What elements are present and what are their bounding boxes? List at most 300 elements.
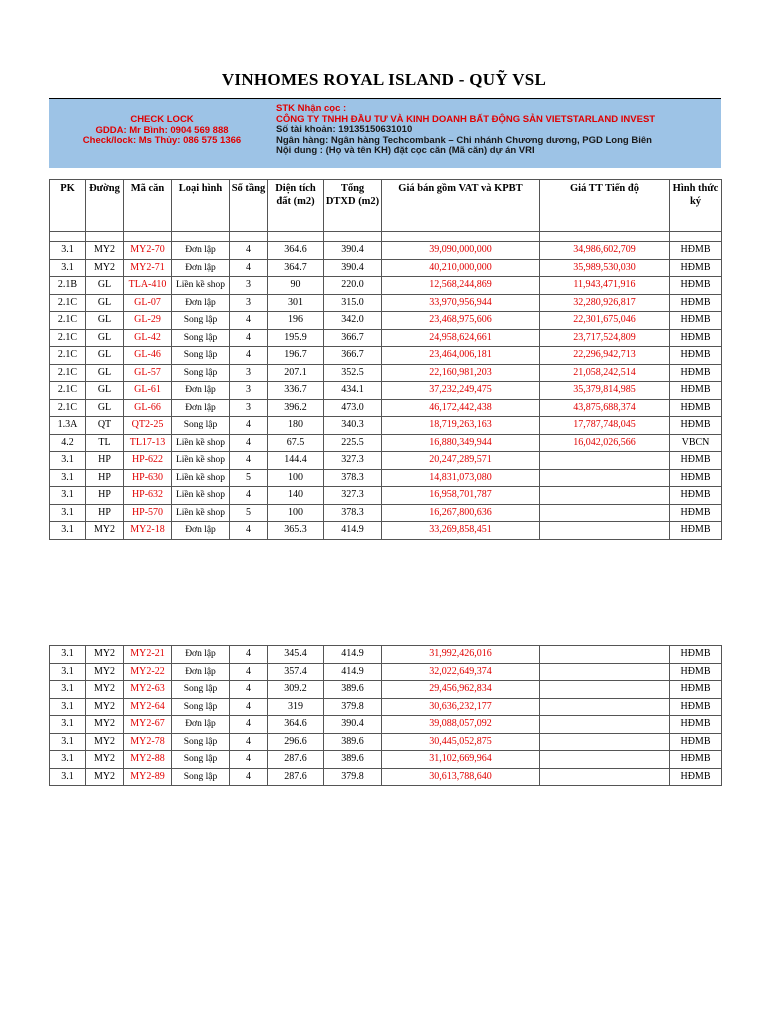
table-row <box>50 663 722 681</box>
cell-ma: MY2-67 <box>124 716 172 734</box>
cell-gia: 12,568,244,869 <box>382 277 540 295</box>
cell-ma: TL17-13 <box>124 434 172 452</box>
cell-dtxd: 366.7 <box>324 329 382 347</box>
cell-tt <box>540 751 670 769</box>
cell-tang: 4 <box>230 347 268 365</box>
cell-pk: 2.1C <box>50 312 86 330</box>
cell-duong: GL <box>86 329 124 347</box>
cell-loai: Đơn lập <box>172 663 230 681</box>
cell-tt: 21,058,242,514 <box>540 364 670 382</box>
cell-dtxd: 315.0 <box>324 294 382 312</box>
table-row <box>50 751 722 769</box>
table-header-row <box>50 180 722 232</box>
table-row <box>50 294 722 312</box>
cell-pk: 3.1 <box>50 452 86 470</box>
cell-dtxd: 390.4 <box>324 716 382 734</box>
cell-duong: MY2 <box>86 663 124 681</box>
cell-ma: HP-630 <box>124 469 172 487</box>
cell-gia: 39,090,000,000 <box>382 242 540 260</box>
cell-pk: 4.2 <box>50 434 86 452</box>
cell-ky: HĐMB <box>670 522 722 540</box>
cell-ky: HĐMB <box>670 452 722 470</box>
cell-pk: 3.1 <box>50 242 86 260</box>
cell-dtxd: 366.7 <box>324 347 382 365</box>
table-row <box>50 417 722 435</box>
cell-gia: 31,992,426,016 <box>382 646 540 664</box>
cell-ky: HĐMB <box>670 347 722 365</box>
cell-dtxd: 378.3 <box>324 504 382 522</box>
stk-label: STK Nhận cọc : <box>276 103 347 114</box>
cell-tang: 3 <box>230 399 268 417</box>
cell-ma: MY2-63 <box>124 681 172 699</box>
cell-pk: 3.1 <box>50 487 86 505</box>
cell-tang: 4 <box>230 312 268 330</box>
cell-pk: 3.1 <box>50 681 86 699</box>
cell-tang: 4 <box>230 768 268 786</box>
cell-dt: 144.4 <box>268 452 324 470</box>
cell-dt: 140 <box>268 487 324 505</box>
cell-dtxd: 389.6 <box>324 733 382 751</box>
cell-ma: MY2-70 <box>124 242 172 260</box>
cell-loai: Đơn lập <box>172 646 230 664</box>
cell-loai: Đơn lập <box>172 242 230 260</box>
cell-gia: 30,636,232,177 <box>382 698 540 716</box>
cell-duong: GL <box>86 382 124 400</box>
cell-pk: 3.1 <box>50 469 86 487</box>
cell-ky: HĐMB <box>670 504 722 522</box>
cell-ky: HĐMB <box>670 382 722 400</box>
table-row <box>50 469 722 487</box>
table-row <box>50 716 722 734</box>
check-lock-label: CHECK LOCK <box>130 114 194 125</box>
cell-tt <box>540 469 670 487</box>
cell-duong: GL <box>86 294 124 312</box>
cell-loai: Liền kề shop <box>172 277 230 295</box>
cell-tang: 4 <box>230 434 268 452</box>
table-row <box>50 382 722 400</box>
cell-pk: 3.1 <box>50 716 86 734</box>
table-row <box>50 312 722 330</box>
cell-loai: Liền kề shop <box>172 434 230 452</box>
cell-dtxd: 390.4 <box>324 242 382 260</box>
cell-pk: 3.1 <box>50 751 86 769</box>
cell-dt: 196.7 <box>268 347 324 365</box>
cell-tt <box>540 663 670 681</box>
cell-dt: 287.6 <box>268 768 324 786</box>
cell-dt: 301 <box>268 294 324 312</box>
cell-pk: 2.1C <box>50 399 86 417</box>
cell-dt: 319 <box>268 698 324 716</box>
cell-ma: MY2-64 <box>124 698 172 716</box>
cell-pk: 2.1C <box>50 294 86 312</box>
cell-dt: 287.6 <box>268 751 324 769</box>
cell-dtxd: 379.8 <box>324 768 382 786</box>
cell-loai: Liền kề shop <box>172 469 230 487</box>
cell-tang: 4 <box>230 487 268 505</box>
cell-duong: GL <box>86 312 124 330</box>
price-table <box>49 179 722 540</box>
cell-duong: QT <box>86 417 124 435</box>
page-title: VINHOMES ROYAL ISLAND - QUỸ VSL <box>221 70 547 89</box>
cell-ky: HĐMB <box>670 242 722 260</box>
cell-dt: 207.1 <box>268 364 324 382</box>
cell-ky: HĐMB <box>670 733 722 751</box>
cell-ky: HĐMB <box>670 646 722 664</box>
table-row <box>50 434 722 452</box>
cell-ma: GL-46 <box>124 347 172 365</box>
col-header-ma-can: Mã căn <box>124 180 172 232</box>
cell-ky: HĐMB <box>670 294 722 312</box>
cell-duong: MY2 <box>86 733 124 751</box>
cell-ky: HĐMB <box>670 768 722 786</box>
cell-gia: 24,958,624,661 <box>382 329 540 347</box>
cell-tt <box>540 768 670 786</box>
cell-gia: 23,464,006,181 <box>382 347 540 365</box>
cell-ky: HĐMB <box>670 312 722 330</box>
cell-ma: MY2-88 <box>124 751 172 769</box>
cell-pk: 3.1 <box>50 698 86 716</box>
cell-pk: 3.1 <box>50 663 86 681</box>
table-row <box>50 681 722 699</box>
cell-dt: 309.2 <box>268 681 324 699</box>
col-header-loai-hinh: Loại hình <box>172 180 230 232</box>
cell-tt: 11,943,471,916 <box>540 277 670 295</box>
cell-tang: 4 <box>230 646 268 664</box>
cell-duong: TL <box>86 434 124 452</box>
cell-gia: 23,468,975,606 <box>382 312 540 330</box>
cell-gia: 16,880,349,944 <box>382 434 540 452</box>
cell-ma: MY2-21 <box>124 646 172 664</box>
cell-dtxd: 352.5 <box>324 364 382 382</box>
cell-loai: Song lập <box>172 329 230 347</box>
cell-loai: Song lập <box>172 698 230 716</box>
cell-dtxd: 389.6 <box>324 681 382 699</box>
transfer-content: Nội dung : (Họ và tên KH) đặt cọc căn (Mã căn) dự án VRI <box>276 145 535 157</box>
check-lock-contact: Check/lock: Ms Thủy: 086 575 1366 <box>82 135 242 147</box>
cell-loai: Đơn lập <box>172 259 230 277</box>
cell-dtxd: 414.9 <box>324 663 382 681</box>
table-row <box>50 698 722 716</box>
cell-dt: 67.5 <box>268 434 324 452</box>
col-header-so-tang: Số tầng <box>230 180 268 232</box>
cell-gia: 30,445,052,875 <box>382 733 540 751</box>
cell-tang: 4 <box>230 329 268 347</box>
cell-ky: HĐMB <box>670 469 722 487</box>
cell-loai: Liền kề shop <box>172 487 230 505</box>
cell-dtxd: 340.3 <box>324 417 382 435</box>
cell-dt: 365.3 <box>268 522 324 540</box>
table-row <box>50 242 722 260</box>
cell-ma: MY2-71 <box>124 259 172 277</box>
cell-tang: 3 <box>230 277 268 295</box>
cell-loai: Đơn lập <box>172 382 230 400</box>
cell-pk: 2.1C <box>50 347 86 365</box>
cell-loai: Liền kề shop <box>172 504 230 522</box>
cell-dt: 364.6 <box>268 242 324 260</box>
cell-tang: 4 <box>230 522 268 540</box>
cell-ma: GL-66 <box>124 399 172 417</box>
cell-ky: HĐMB <box>670 277 722 295</box>
company-name: CÔNG TY TNHH ĐẦU TƯ VÀ KINH DOANH BẤT ĐỘNG SẢN VIETSTARLAND INVEST <box>276 113 656 125</box>
cell-pk: 3.1 <box>50 522 86 540</box>
gdda-contact: GDDA: Mr Bình: 0904 569 888 <box>95 124 229 136</box>
col-header-pk: PK <box>50 180 86 232</box>
cell-dtxd: 379.8 <box>324 698 382 716</box>
cell-gia: 16,267,800,636 <box>382 504 540 522</box>
table-row <box>50 329 722 347</box>
cell-ma: HP-622 <box>124 452 172 470</box>
col-header-gia-tt: Giá TT Tiến độ <box>540 180 670 232</box>
table-row <box>50 733 722 751</box>
cell-tang: 4 <box>230 733 268 751</box>
col-header-dien-tich: Diện tích đất (m2) <box>268 180 324 232</box>
cell-dt: 296.6 <box>268 733 324 751</box>
cell-loai: Song lập <box>172 347 230 365</box>
cell-loai: Song lập <box>172 733 230 751</box>
cell-loai: Đơn lập <box>172 294 230 312</box>
cell-gia: 30,613,788,640 <box>382 768 540 786</box>
cell-ma: MY2-18 <box>124 522 172 540</box>
cell-gia: 22,160,981,203 <box>382 364 540 382</box>
cell-ma: TLA-410 <box>124 277 172 295</box>
cell-dt: 396.2 <box>268 399 324 417</box>
cell-gia: 39,088,057,092 <box>382 716 540 734</box>
cell-pk: 2.1C <box>50 329 86 347</box>
cell-gia: 14,831,073,080 <box>382 469 540 487</box>
cell-dtxd: 389.6 <box>324 751 382 769</box>
cell-tt <box>540 522 670 540</box>
table-row <box>50 646 722 664</box>
cell-ky: HĐMB <box>670 751 722 769</box>
cell-tt: 23,717,524,809 <box>540 329 670 347</box>
cell-tt <box>540 504 670 522</box>
cell-ky: VBCN <box>670 434 722 452</box>
cell-duong: MY2 <box>86 751 124 769</box>
cell-gia: 29,456,962,834 <box>382 681 540 699</box>
cell-duong: MY2 <box>86 242 124 260</box>
cell-duong: MY2 <box>86 522 124 540</box>
cell-pk: 3.1 <box>50 768 86 786</box>
cell-duong: GL <box>86 277 124 295</box>
table-row <box>50 487 722 505</box>
cell-duong: MY2 <box>86 768 124 786</box>
cell-tt <box>540 487 670 505</box>
cell-tt: 16,042,026,566 <box>540 434 670 452</box>
spacer-row <box>50 232 722 242</box>
cell-dtxd: 390.4 <box>324 259 382 277</box>
cell-gia: 20,247,289,571 <box>382 452 540 470</box>
cell-tang: 4 <box>230 751 268 769</box>
cell-pk: 3.1 <box>50 733 86 751</box>
cell-duong: MY2 <box>86 698 124 716</box>
cell-dt: 180 <box>268 417 324 435</box>
cell-pk: 3.1 <box>50 504 86 522</box>
table-row <box>50 452 722 470</box>
cell-gia: 18,719,263,163 <box>382 417 540 435</box>
cell-gia: 16,958,701,787 <box>382 487 540 505</box>
cell-gia: 40,210,000,000 <box>382 259 540 277</box>
cell-loai: Song lập <box>172 364 230 382</box>
cell-ma: GL-57 <box>124 364 172 382</box>
cell-tt: 22,301,675,046 <box>540 312 670 330</box>
deposit-info-panel <box>49 99 721 168</box>
col-header-hinh-thuc: Hình thức ký <box>670 180 722 232</box>
cell-tt <box>540 698 670 716</box>
cell-pk: 3.1 <box>50 646 86 664</box>
cell-loai: Song lập <box>172 751 230 769</box>
cell-dt: 100 <box>268 504 324 522</box>
cell-duong: HP <box>86 469 124 487</box>
table-row <box>50 768 722 786</box>
cell-tang: 4 <box>230 452 268 470</box>
cell-dt: 90 <box>268 277 324 295</box>
cell-dt: 100 <box>268 469 324 487</box>
cell-dt: 336.7 <box>268 382 324 400</box>
cell-duong: MY2 <box>86 646 124 664</box>
table-row <box>50 399 722 417</box>
cell-dtxd: 327.3 <box>324 487 382 505</box>
cell-gia: 46,172,442,438 <box>382 399 540 417</box>
cell-tang: 4 <box>230 681 268 699</box>
col-header-duong: Đường <box>86 180 124 232</box>
cell-duong: HP <box>86 504 124 522</box>
cell-tt <box>540 733 670 751</box>
cell-duong: HP <box>86 452 124 470</box>
cell-ky: HĐMB <box>670 329 722 347</box>
cell-ma: HP-570 <box>124 504 172 522</box>
cell-duong: HP <box>86 487 124 505</box>
table-row <box>50 364 722 382</box>
cell-pk: 1.3A <box>50 417 86 435</box>
cell-gia: 37,232,249,475 <box>382 382 540 400</box>
table-row <box>50 259 722 277</box>
col-header-gia-ban: Giá bán gồm VAT và KPBT <box>382 180 540 232</box>
table-row <box>50 347 722 365</box>
cell-tang: 5 <box>230 469 268 487</box>
table-row <box>50 522 722 540</box>
cell-tt: 34,986,602,709 <box>540 242 670 260</box>
cell-loai: Song lập <box>172 417 230 435</box>
cell-tang: 4 <box>230 417 268 435</box>
cell-loai: Liền kề shop <box>172 452 230 470</box>
cell-ma: GL-42 <box>124 329 172 347</box>
cell-tang: 5 <box>230 504 268 522</box>
cell-loai: Song lập <box>172 681 230 699</box>
cell-tang: 4 <box>230 698 268 716</box>
cell-ma: MY2-89 <box>124 768 172 786</box>
cell-ma: QT2-25 <box>124 417 172 435</box>
cell-ky: HĐMB <box>670 663 722 681</box>
cell-ma: GL-29 <box>124 312 172 330</box>
cell-dt: 196 <box>268 312 324 330</box>
col-header-tong-dtxd: Tổng DTXD (m2) <box>324 180 382 232</box>
cell-loai: Đơn lập <box>172 399 230 417</box>
account-number: Số tài khoản: 19135150631010 <box>276 124 413 136</box>
cell-duong: GL <box>86 347 124 365</box>
cell-tt: 43,875,688,374 <box>540 399 670 417</box>
cell-duong: MY2 <box>86 716 124 734</box>
cell-dt: 357.4 <box>268 663 324 681</box>
cell-tang: 4 <box>230 242 268 260</box>
cell-dtxd: 225.5 <box>324 434 382 452</box>
cell-loai: Song lập <box>172 768 230 786</box>
cell-tt: 17,787,748,045 <box>540 417 670 435</box>
cell-gia: 32,022,649,374 <box>382 663 540 681</box>
cell-tt: 35,379,814,985 <box>540 382 670 400</box>
table-row <box>50 277 722 295</box>
cell-loai: Đơn lập <box>172 716 230 734</box>
cell-ky: HĐMB <box>670 364 722 382</box>
cell-tt: 22,296,942,713 <box>540 347 670 365</box>
cell-tt: 32,280,926,817 <box>540 294 670 312</box>
cell-tt <box>540 716 670 734</box>
cell-tt: 35,989,530,030 <box>540 259 670 277</box>
cell-gia: 31,102,669,964 <box>382 751 540 769</box>
cell-pk: 2.1B <box>50 277 86 295</box>
cell-ky: HĐMB <box>670 417 722 435</box>
cell-dtxd: 414.9 <box>324 522 382 540</box>
cell-dt: 364.6 <box>268 716 324 734</box>
cell-dtxd: 378.3 <box>324 469 382 487</box>
cell-duong: MY2 <box>86 259 124 277</box>
cell-dtxd: 414.9 <box>324 646 382 664</box>
cell-ky: HĐMB <box>670 399 722 417</box>
cell-ky: HĐMB <box>670 698 722 716</box>
cell-ma: HP-632 <box>124 487 172 505</box>
cell-tang: 3 <box>230 294 268 312</box>
cell-tt <box>540 452 670 470</box>
cell-tang: 4 <box>230 716 268 734</box>
cell-tt <box>540 646 670 664</box>
cell-dtxd: 473.0 <box>324 399 382 417</box>
bank-name: Ngân hàng: Ngân hàng Techcombank – Chi nhánh Chương dương, PGD Long Biên <box>276 134 652 146</box>
cell-tang: 4 <box>230 259 268 277</box>
cell-ma: GL-61 <box>124 382 172 400</box>
cell-dtxd: 220.0 <box>324 277 382 295</box>
price-table-continued <box>49 645 722 786</box>
cell-dt: 345.4 <box>268 646 324 664</box>
cell-dt: 364.7 <box>268 259 324 277</box>
cell-loai: Đơn lập <box>172 522 230 540</box>
cell-duong: MY2 <box>86 681 124 699</box>
cell-ma: MY2-22 <box>124 663 172 681</box>
cell-dtxd: 434.1 <box>324 382 382 400</box>
cell-tt <box>540 681 670 699</box>
cell-pk: 2.1C <box>50 364 86 382</box>
cell-ky: HĐMB <box>670 259 722 277</box>
check-lock-block <box>49 115 275 147</box>
cell-ky: HĐMB <box>670 681 722 699</box>
cell-tang: 4 <box>230 663 268 681</box>
cell-ma: MY2-78 <box>124 733 172 751</box>
cell-dtxd: 327.3 <box>324 452 382 470</box>
cell-tang: 3 <box>230 382 268 400</box>
bank-info-block <box>276 104 716 157</box>
cell-ky: HĐMB <box>670 716 722 734</box>
cell-tang: 3 <box>230 364 268 382</box>
cell-pk: 3.1 <box>50 259 86 277</box>
table-row <box>50 504 722 522</box>
cell-dt: 195.9 <box>268 329 324 347</box>
cell-gia: 33,269,858,451 <box>382 522 540 540</box>
cell-pk: 2.1C <box>50 382 86 400</box>
cell-dtxd: 342.0 <box>324 312 382 330</box>
cell-loai: Song lập <box>172 312 230 330</box>
cell-ky: HĐMB <box>670 487 722 505</box>
cell-gia: 33,970,956,944 <box>382 294 540 312</box>
cell-ma: GL-07 <box>124 294 172 312</box>
cell-duong: GL <box>86 364 124 382</box>
